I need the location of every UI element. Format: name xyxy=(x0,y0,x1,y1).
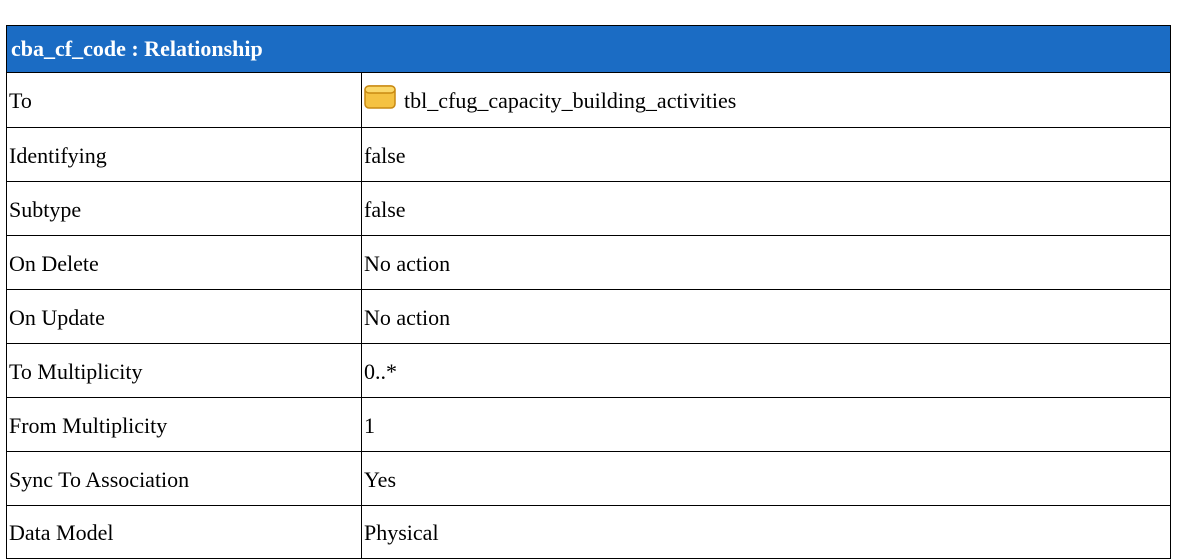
table-row xyxy=(7,506,1170,558)
relationship-properties-table xyxy=(6,25,1171,559)
property-value-to[interactable] xyxy=(362,73,1170,127)
property-label-on-update: On Update xyxy=(7,290,362,343)
target-table-name: tbl_cfug_capacity_building_activities xyxy=(404,88,737,113)
property-label-from-multiplicity: From Multiplicity xyxy=(7,398,362,451)
property-value-on-delete: No action xyxy=(364,250,451,276)
table-row xyxy=(7,344,1170,398)
table-row xyxy=(7,398,1170,452)
table-row xyxy=(7,452,1170,506)
table-row xyxy=(7,290,1170,344)
property-value-subtype: false xyxy=(364,196,406,222)
relationship-title: cba_cf_code : Relationship xyxy=(11,36,263,61)
property-label-sync-to-association: Sync To Association xyxy=(7,452,362,505)
property-value-identifying: false xyxy=(364,142,406,168)
property-value-to-multiplicity: 0..* xyxy=(364,358,397,384)
table-icon xyxy=(364,85,396,109)
property-label-to: To xyxy=(7,73,362,127)
property-label-data-model: Data Model xyxy=(7,506,362,558)
table-header xyxy=(7,26,1170,73)
property-value-from-multiplicity: 1 xyxy=(364,412,375,438)
property-value-sync-to-association: Yes xyxy=(364,466,397,492)
table-row xyxy=(7,128,1170,182)
property-label-to-multiplicity: To Multiplicity xyxy=(7,344,362,397)
property-label-on-delete: On Delete xyxy=(7,236,362,289)
property-value-data-model: Physical xyxy=(364,520,439,545)
property-value-on-update: No action xyxy=(364,304,451,330)
property-label-subtype: Subtype xyxy=(7,182,362,235)
property-label-identifying: Identifying xyxy=(7,128,362,181)
table-row xyxy=(7,182,1170,236)
table-row xyxy=(7,236,1170,290)
table-row xyxy=(7,73,1170,128)
